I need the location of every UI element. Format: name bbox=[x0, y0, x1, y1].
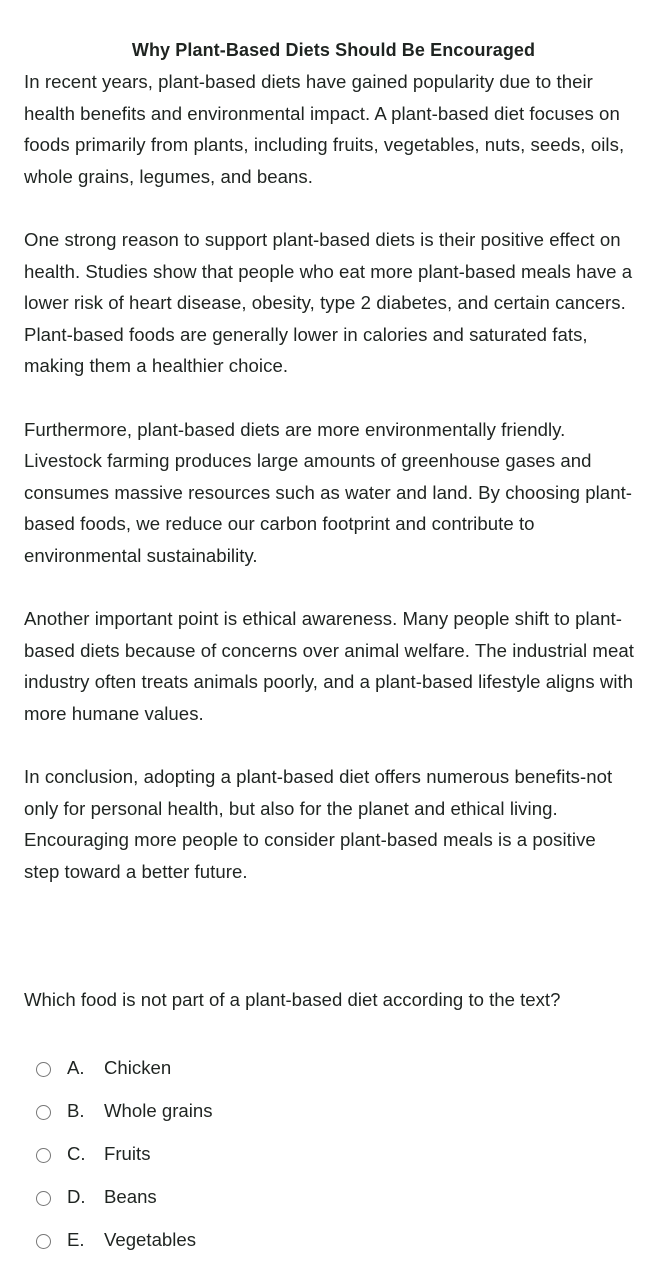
option-letter: A. bbox=[67, 1056, 85, 1078]
option-letter: D. bbox=[67, 1185, 86, 1207]
option-letter: B. bbox=[67, 1099, 85, 1121]
radio-button-icon[interactable] bbox=[36, 1105, 51, 1120]
paragraph-spacer bbox=[24, 192, 635, 224]
option-e[interactable] bbox=[36, 1218, 213, 1261]
option-label: Vegetables bbox=[104, 1228, 197, 1250]
paragraph-spacer bbox=[24, 382, 635, 414]
paragraph-spacer bbox=[24, 729, 635, 761]
answer-options bbox=[36, 1046, 213, 1261]
article-paragraph: Furthermore, plant-based diets are more environmentally friendly. Livestock farming produces large amounts of greenhouse gases and consumes massive resources such as water and land. By choosing plant-based foods, we reduce our carbon footprint and contribute to environmental sustainability. bbox=[24, 418, 633, 566]
radio-button-icon[interactable] bbox=[36, 1191, 51, 1206]
option-c[interactable] bbox=[36, 1132, 213, 1175]
option-label: Chicken bbox=[104, 1056, 172, 1078]
article-title: Why Plant-Based Diets Should Be Encouraged bbox=[131, 40, 536, 60]
option-letter: C. bbox=[67, 1142, 86, 1164]
article-paragraph: In recent years, plant-based diets have gained popularity due to their health benefits and environmental impact. A plant-based diet focuses on foods primarily from plants, including fruits, vegetables, nuts, seeds, oils, whole grains, legumes, and beans. bbox=[24, 71, 625, 187]
article-paragraph: In conclusion, adopting a plant-based diet offers numerous benefits-not only for personal health, but also for the planet and ethical living. Encouraging more people to consider plant-based meals is a positive step toward a better future. bbox=[24, 766, 613, 882]
option-b[interactable] bbox=[36, 1089, 213, 1132]
option-label: Fruits bbox=[104, 1142, 151, 1164]
option-d[interactable] bbox=[36, 1175, 213, 1218]
option-label: Whole grains bbox=[104, 1099, 213, 1121]
radio-button-icon[interactable] bbox=[36, 1234, 51, 1249]
radio-button-icon[interactable] bbox=[36, 1062, 51, 1077]
question-text: Which food is not part of a plant-based diet according to the text? bbox=[24, 989, 561, 1010]
article-paragraph: One strong reason to support plant-based diets is their positive effect on health. Studies show that people who eat more plant-based meals have a lower risk of heart disease, obesity, type 2 diabetes, and certain cancers. Plant-based foods are generally lower in calories and saturated fats, making them a healthier choice. bbox=[24, 229, 633, 376]
option-letter: E. bbox=[67, 1228, 85, 1250]
paragraph-spacer bbox=[24, 571, 635, 603]
option-a[interactable] bbox=[36, 1046, 213, 1089]
article-paragraph: Another important point is ethical awareness. Many people shift to plant-based diets because of concerns over animal welfare. The industrial meat industry often treats animals poorly, and a plant-based lifestyle aligns with more humane values. bbox=[24, 608, 634, 724]
option-label: Beans bbox=[104, 1185, 157, 1207]
radio-button-icon[interactable] bbox=[36, 1148, 51, 1163]
